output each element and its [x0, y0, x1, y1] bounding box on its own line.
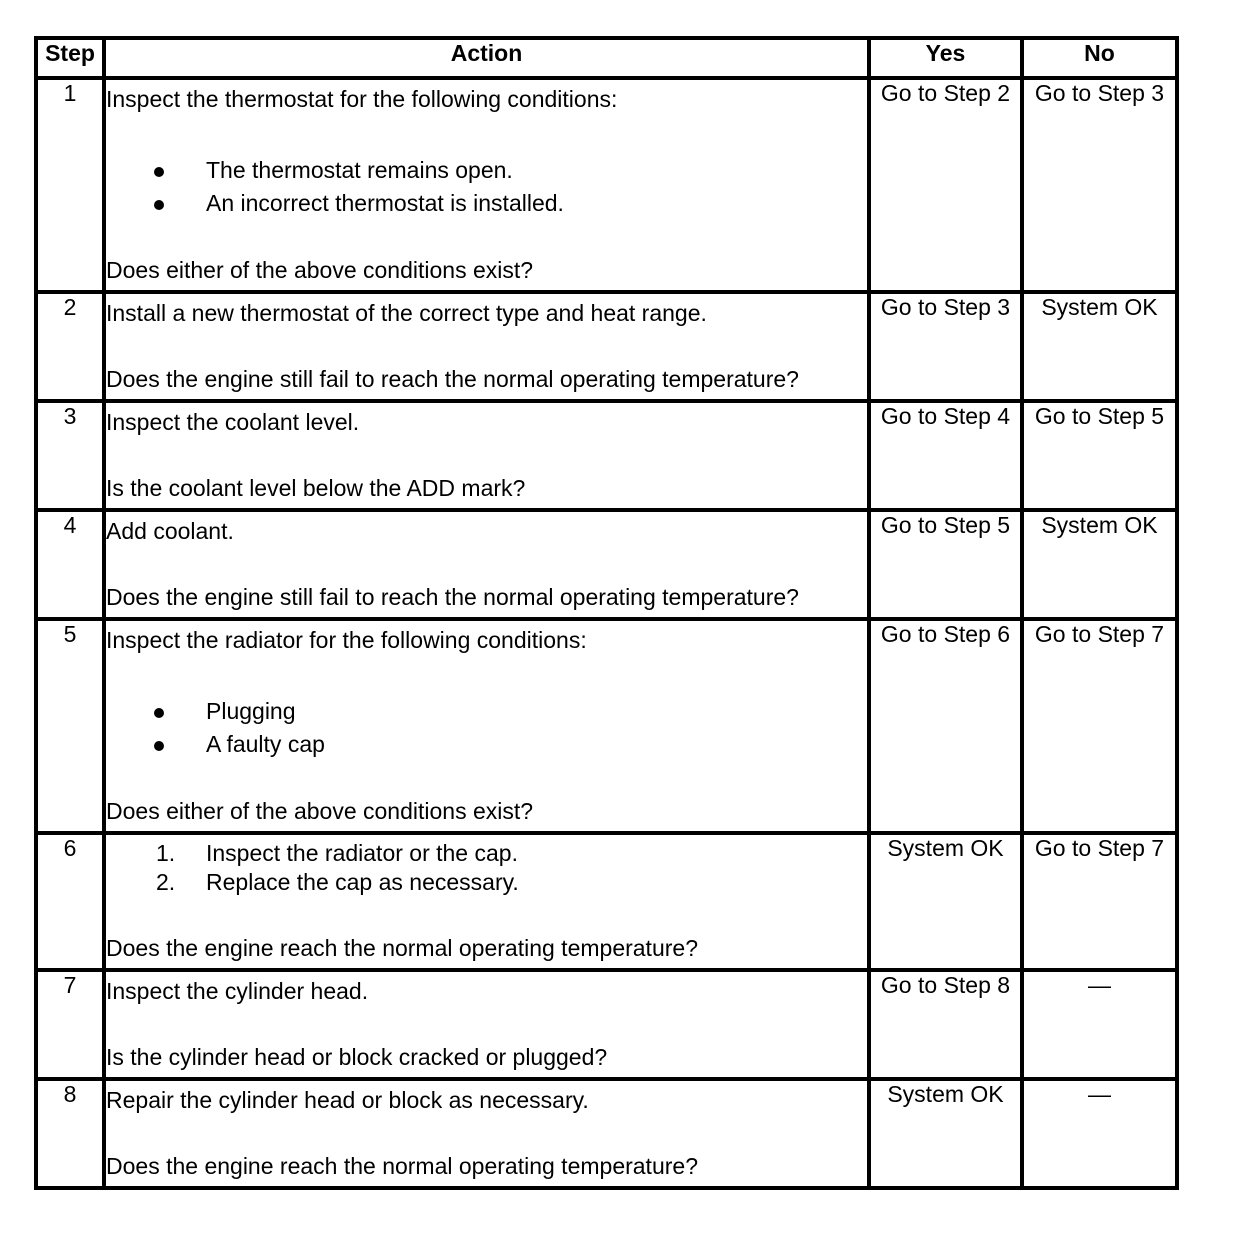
yes-result: Go to Step 5: [869, 510, 1022, 619]
table-row: [36, 510, 1177, 619]
yes-result: Go to Step 6: [869, 619, 1022, 833]
yes-result: Go to Step 3: [869, 292, 1022, 401]
header-no: No: [1022, 38, 1177, 78]
table-row: [36, 1079, 1177, 1188]
yes-result: Go to Step 8: [869, 970, 1022, 1079]
action-cell: [104, 619, 869, 833]
action-intro: Inspect the coolant level.: [106, 409, 360, 435]
action-cell: [104, 1079, 869, 1188]
action-cell: [104, 78, 869, 292]
step-number: 8: [36, 1079, 104, 1188]
no-result: System OK: [1022, 510, 1177, 619]
table-row: [36, 970, 1177, 1079]
action-cell: [104, 401, 869, 510]
list-item: 1. Inspect the radiator or the cap.: [156, 840, 518, 866]
action-question: Does the engine still fail to reach the normal operating temperature?: [106, 366, 799, 392]
no-result: Go to Step 7: [1022, 833, 1177, 970]
list-item: An incorrect thermostat is installed.: [106, 187, 867, 220]
action-question: Does the engine reach the normal operating temperature?: [106, 1153, 698, 1179]
list-number: 2.: [156, 869, 176, 895]
condition-list: [106, 695, 867, 761]
action-cell: [104, 292, 869, 401]
step-number: 4: [36, 510, 104, 619]
step-number: 2: [36, 292, 104, 401]
yes-result: System OK: [869, 1079, 1022, 1188]
step-number: 3: [36, 401, 104, 510]
header-step: Step: [36, 38, 104, 78]
yes-result: System OK: [869, 833, 1022, 970]
table-row: [36, 401, 1177, 510]
list-number: 1.: [156, 840, 176, 866]
action-question: Does either of the above conditions exist?: [106, 257, 534, 283]
no-result: Go to Step 5: [1022, 401, 1177, 510]
header-yes: Yes: [869, 38, 1022, 78]
condition-list: [106, 154, 867, 220]
action-intro: Install a new thermostat of the correct type and heat range.: [106, 300, 707, 326]
action-intro: Inspect the cylinder head.: [106, 978, 369, 1004]
action-cell: [104, 970, 869, 1079]
action-cell: [104, 510, 869, 619]
action-question: Does the engine still fail to reach the normal operating temperature?: [106, 584, 799, 610]
step-number: 6: [36, 833, 104, 970]
no-result: Go to Step 7: [1022, 619, 1177, 833]
header-row: [36, 38, 1177, 78]
table-row: [36, 833, 1177, 970]
action-cell: [104, 833, 869, 970]
no-result: —: [1022, 970, 1177, 1079]
action-question: Is the coolant level below the ADD mark?: [106, 475, 526, 501]
table-row: [36, 619, 1177, 833]
step-number: 5: [36, 619, 104, 833]
yes-result: Go to Step 4: [869, 401, 1022, 510]
action-question: Is the cylinder head or block cracked or plugged?: [106, 1044, 608, 1070]
yes-result: Go to Step 2: [869, 78, 1022, 292]
bullet-icon: [154, 708, 164, 718]
header-action: Action: [104, 38, 869, 78]
step-number: 7: [36, 970, 104, 1079]
action-intro: Repair the cylinder head or block as necessary.: [106, 1087, 589, 1113]
action-intro: Add coolant.: [106, 518, 234, 544]
bullet-icon: [154, 200, 164, 210]
diagnostic-table: [34, 36, 1179, 1190]
action-question: Does either of the above conditions exist?: [106, 798, 534, 824]
list-item: Plugging: [106, 695, 867, 728]
action-intro: Inspect the thermostat for the following conditions:: [106, 86, 618, 112]
no-result: System OK: [1022, 292, 1177, 401]
step-number: 1: [36, 78, 104, 292]
table-row: [36, 292, 1177, 401]
no-result: Go to Step 3: [1022, 78, 1177, 292]
bullet-icon: [154, 741, 164, 751]
action-question: Does the engine reach the normal operating temperature?: [106, 935, 698, 961]
list-item: 2. Replace the cap as necessary.: [156, 869, 519, 895]
no-result: —: [1022, 1079, 1177, 1188]
action-intro: Inspect the radiator for the following conditions:: [106, 627, 587, 653]
procedure-list: [106, 839, 867, 897]
table-row: [36, 78, 1177, 292]
bullet-icon: [154, 167, 164, 177]
list-item: A faulty cap: [106, 728, 867, 761]
list-item: The thermostat remains open.: [106, 154, 867, 187]
